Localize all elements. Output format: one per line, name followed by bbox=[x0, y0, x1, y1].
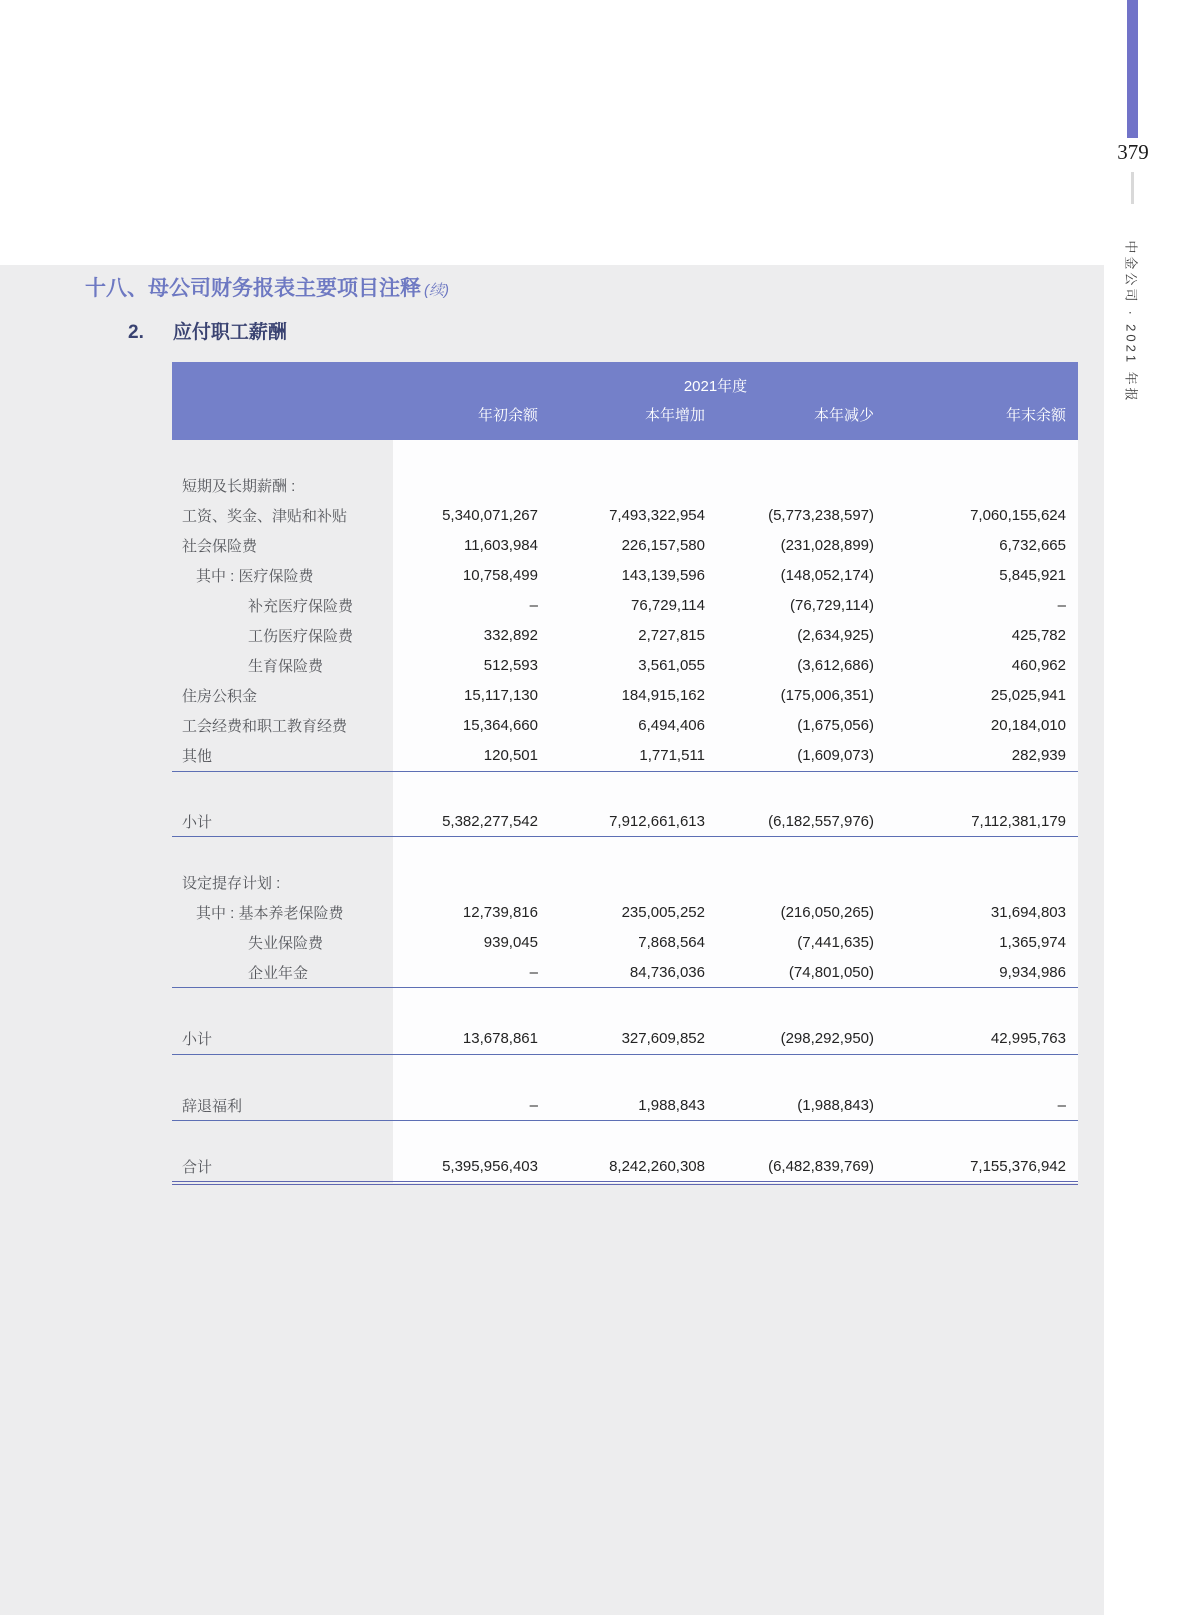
row-label: 合计 bbox=[172, 1151, 393, 1183]
row-label: 其中 : 基本养老保险费 bbox=[196, 904, 344, 922]
cell-value: 184,915,162 bbox=[545, 680, 712, 710]
table-row bbox=[172, 867, 1078, 897]
row-label: 生育保险费 bbox=[248, 657, 324, 675]
cell-value bbox=[881, 867, 1078, 897]
cell-value: 2,727,815 bbox=[545, 620, 712, 650]
table-row bbox=[172, 650, 1078, 680]
row-label: 辞退福利 bbox=[172, 1090, 393, 1121]
page-number: 379 bbox=[1117, 140, 1149, 164]
cell-value: (2,634,925) bbox=[712, 620, 881, 650]
cell-value: (3,612,686) bbox=[712, 650, 881, 680]
row-label: 其他 bbox=[172, 740, 393, 771]
cell-value: 425,782 bbox=[881, 620, 1078, 650]
cell-value: 6,732,665 bbox=[881, 530, 1078, 560]
row-label bbox=[172, 440, 393, 470]
column-header-reductions: 本年减少 bbox=[712, 396, 881, 440]
row-label: 其中 : 医疗保险费 bbox=[196, 567, 314, 585]
cell-value: 15,364,660 bbox=[393, 710, 545, 740]
cell-value: 460,962 bbox=[881, 650, 1078, 680]
table-row bbox=[172, 620, 1078, 650]
year-header: 2021年度 bbox=[172, 362, 1078, 396]
cell-value bbox=[712, 867, 881, 897]
cell-value: 15,117,130 bbox=[393, 680, 545, 710]
cell-value: 20,184,010 bbox=[881, 710, 1078, 740]
row-label: 工伤医疗保险费 bbox=[248, 627, 354, 645]
spacer-row bbox=[172, 1054, 1078, 1090]
table-row bbox=[172, 806, 1078, 837]
cell-value: 3,561,055 bbox=[545, 650, 712, 680]
cell-value: 7,493,322,954 bbox=[545, 500, 712, 530]
spacer-row bbox=[172, 837, 1078, 868]
cell-value: 1,988,843 bbox=[545, 1090, 712, 1121]
payroll-table bbox=[172, 362, 1078, 1185]
cell-value: 235,005,252 bbox=[545, 897, 712, 927]
section-number: 2. bbox=[128, 322, 144, 343]
table-row bbox=[172, 530, 1078, 560]
cell-value bbox=[545, 867, 712, 897]
row-label: 小计 bbox=[172, 806, 393, 837]
row-label: 工资、奖金、津贴和补贴 bbox=[182, 507, 348, 525]
table-row bbox=[172, 470, 1078, 500]
cell-value bbox=[881, 988, 1078, 1024]
row-label: 失业保险费 bbox=[248, 934, 324, 952]
row-label: 补充医疗保险费 bbox=[248, 597, 354, 615]
year-header-row bbox=[172, 362, 1078, 396]
cell-value: – bbox=[881, 1090, 1078, 1121]
page-number-rule bbox=[1131, 172, 1134, 204]
cell-value: 7,060,155,624 bbox=[881, 500, 1078, 530]
cell-value bbox=[712, 440, 881, 470]
spacer-row bbox=[172, 771, 1078, 806]
cell-value: 12,739,816 bbox=[393, 897, 545, 927]
column-header-empty bbox=[172, 396, 393, 440]
cell-value: (216,050,265) bbox=[712, 897, 881, 927]
row-label bbox=[172, 771, 393, 806]
cell-value: 282,939 bbox=[881, 740, 1078, 771]
table-row bbox=[172, 1151, 1078, 1183]
row-label: 小计 bbox=[172, 1024, 393, 1055]
table-row bbox=[172, 590, 1078, 620]
row-label bbox=[172, 1121, 393, 1152]
cell-value: 8,242,260,308 bbox=[545, 1151, 712, 1183]
table-row bbox=[172, 1090, 1078, 1121]
cell-value: (231,028,899) bbox=[712, 530, 881, 560]
cell-value: 120,501 bbox=[393, 740, 545, 771]
cell-value bbox=[712, 1054, 881, 1090]
cell-value bbox=[393, 867, 545, 897]
cell-value bbox=[712, 837, 881, 868]
cell-value: 11,603,984 bbox=[393, 530, 545, 560]
row-label bbox=[172, 1054, 393, 1090]
cell-value bbox=[545, 988, 712, 1024]
cell-value bbox=[393, 1054, 545, 1090]
cell-value: – bbox=[881, 590, 1078, 620]
cell-value: 7,155,376,942 bbox=[881, 1151, 1078, 1183]
cell-value bbox=[545, 1121, 712, 1152]
cell-value: 226,157,580 bbox=[545, 530, 712, 560]
cell-value: 5,845,921 bbox=[881, 560, 1078, 590]
row-label: 社会保险费 bbox=[182, 537, 258, 555]
cell-value: 7,912,661,613 bbox=[545, 806, 712, 837]
cell-value: 1,365,974 bbox=[881, 927, 1078, 957]
cell-value: – bbox=[393, 957, 545, 988]
cell-value bbox=[393, 1121, 545, 1152]
section-title: 应付职工薪酬 bbox=[172, 322, 287, 343]
cell-value: 327,609,852 bbox=[545, 1024, 712, 1055]
cell-value bbox=[545, 440, 712, 470]
cell-value bbox=[712, 771, 881, 806]
cell-value bbox=[712, 470, 881, 500]
cell-value: (76,729,114) bbox=[712, 590, 881, 620]
cell-value: 1,771,511 bbox=[545, 740, 712, 771]
row-label: 短期及长期薪酬 : bbox=[182, 477, 296, 495]
cell-value bbox=[881, 470, 1078, 500]
table-row bbox=[172, 710, 1078, 740]
table-row bbox=[172, 897, 1078, 927]
row-label bbox=[172, 837, 393, 868]
cell-value: (5,773,238,597) bbox=[712, 500, 881, 530]
cell-value: (148,052,174) bbox=[712, 560, 881, 590]
table-row bbox=[172, 560, 1078, 590]
row-label: 企业年金 bbox=[172, 957, 393, 988]
cell-value: 42,995,763 bbox=[881, 1024, 1078, 1055]
cell-value bbox=[712, 988, 881, 1024]
cell-value: (7,441,635) bbox=[712, 927, 881, 957]
cell-value: (298,292,950) bbox=[712, 1024, 881, 1055]
table-row bbox=[172, 500, 1078, 530]
column-header-row bbox=[172, 396, 1078, 440]
chapter-suffix: (续) bbox=[424, 282, 449, 299]
cell-value: 5,340,071,267 bbox=[393, 500, 545, 530]
row-label bbox=[172, 988, 393, 1024]
sidebar-caption: 中金公司 ∙ 2021 年报 bbox=[1123, 240, 1139, 404]
cell-value: 9,934,986 bbox=[881, 957, 1078, 988]
chapter-title: 十八、母公司财务报表主要项目注释 bbox=[85, 277, 421, 300]
cell-value bbox=[393, 771, 545, 806]
table-row bbox=[172, 957, 1078, 988]
spacer-row bbox=[172, 1121, 1078, 1152]
cell-value: (6,182,557,976) bbox=[712, 806, 881, 837]
cell-value: 13,678,861 bbox=[393, 1024, 545, 1055]
cell-value bbox=[545, 470, 712, 500]
cell-value: 7,112,381,179 bbox=[881, 806, 1078, 837]
cell-value: (175,006,351) bbox=[712, 680, 881, 710]
row-label: 设定提存计划 : bbox=[182, 874, 281, 892]
cell-value: 512,593 bbox=[393, 650, 545, 680]
cell-value: 143,139,596 bbox=[545, 560, 712, 590]
cell-value: 25,025,941 bbox=[881, 680, 1078, 710]
cell-value bbox=[881, 1054, 1078, 1090]
cell-value: 5,382,277,542 bbox=[393, 806, 545, 837]
table-row bbox=[172, 680, 1078, 710]
cell-value: 6,494,406 bbox=[545, 710, 712, 740]
table-body bbox=[172, 440, 1078, 1183]
cell-value: (1,675,056) bbox=[712, 710, 881, 740]
table-row bbox=[172, 1024, 1078, 1055]
row-label: 住房公积金 bbox=[182, 687, 258, 705]
cell-value: 10,758,499 bbox=[393, 560, 545, 590]
cell-value: 76,729,114 bbox=[545, 590, 712, 620]
cell-value bbox=[881, 771, 1078, 806]
row-label: 工会经费和职工教育经费 bbox=[182, 717, 348, 735]
cell-value: (1,609,073) bbox=[712, 740, 881, 771]
cell-value bbox=[881, 440, 1078, 470]
table-row bbox=[172, 927, 1078, 957]
cell-value: 84,736,036 bbox=[545, 957, 712, 988]
cell-value bbox=[545, 837, 712, 868]
cell-value bbox=[393, 470, 545, 500]
cell-value bbox=[881, 1121, 1078, 1152]
table-row bbox=[172, 740, 1078, 771]
spacer-row bbox=[172, 988, 1078, 1024]
cell-value: 31,694,803 bbox=[881, 897, 1078, 927]
column-header-additions: 本年增加 bbox=[545, 396, 712, 440]
cell-value: – bbox=[393, 1090, 545, 1121]
cell-value: 5,395,956,403 bbox=[393, 1151, 545, 1183]
section-heading bbox=[128, 317, 287, 344]
cell-value: 7,868,564 bbox=[545, 927, 712, 957]
page-edge-bar bbox=[1127, 0, 1138, 138]
column-header-closing-balance: 年末余额 bbox=[881, 396, 1078, 440]
cell-value bbox=[393, 440, 545, 470]
cell-value: 332,892 bbox=[393, 620, 545, 650]
cell-value: (1,988,843) bbox=[712, 1090, 881, 1121]
chapter-heading bbox=[85, 272, 449, 302]
table-header bbox=[172, 362, 1078, 440]
spacer-row bbox=[172, 440, 1078, 470]
cell-value: – bbox=[393, 590, 545, 620]
cell-value bbox=[545, 1054, 712, 1090]
column-header-opening-balance: 年初余额 bbox=[393, 396, 545, 440]
cell-value: 939,045 bbox=[393, 927, 545, 957]
cell-value bbox=[881, 837, 1078, 868]
cell-value bbox=[712, 1121, 881, 1152]
cell-value bbox=[393, 988, 545, 1024]
cell-value bbox=[393, 837, 545, 868]
cell-value bbox=[545, 771, 712, 806]
cell-value: (74,801,050) bbox=[712, 957, 881, 988]
cell-value: (6,482,839,769) bbox=[712, 1151, 881, 1183]
